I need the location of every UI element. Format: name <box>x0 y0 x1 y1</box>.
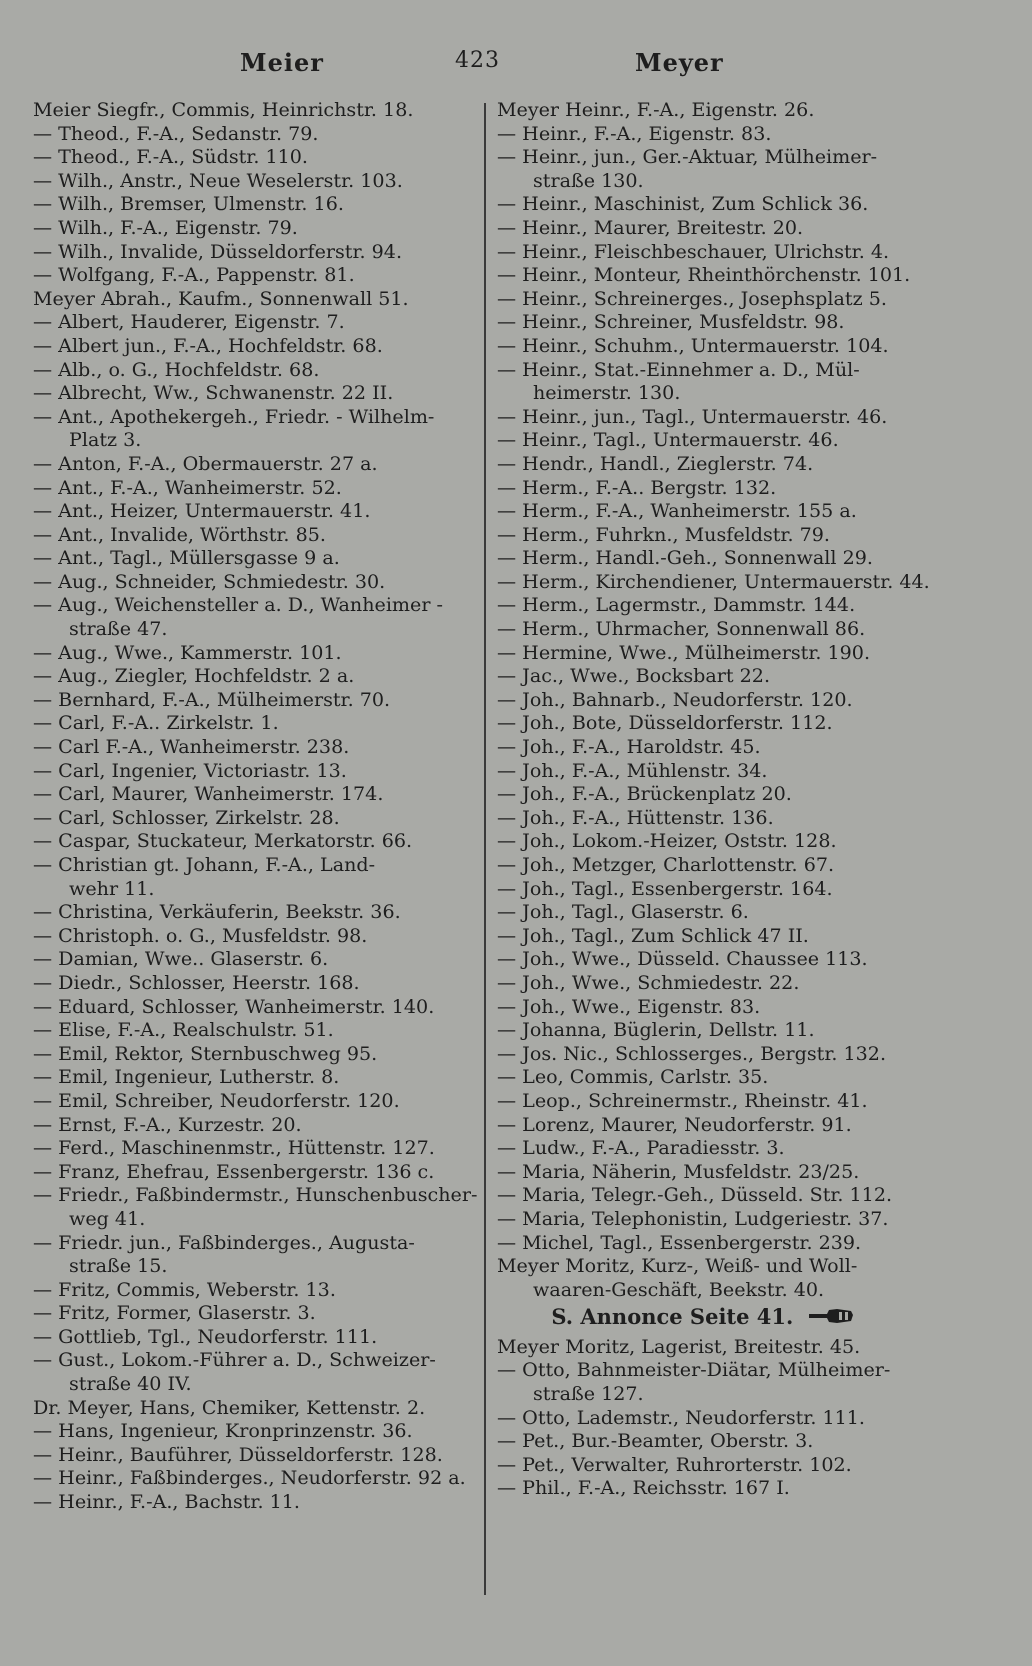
directory-entry: — Theod., F.-A., Südstr. 110. <box>33 145 308 169</box>
running-head-left: Meier <box>240 48 324 77</box>
directory-entry: — Bernhard, F.-A., Mülheimerstr. 70. <box>33 687 391 711</box>
directory-entry: — Aug., Wwe., Kammerstr. 101. <box>33 640 342 664</box>
entry-continuation: heimerstr. 130. <box>533 381 681 405</box>
directory-entry: — Aug., Weichensteller a. D., Wanheimer - <box>33 593 443 617</box>
directory-entry: — Ludw., F.-A., Paradiesstr. 3. <box>497 1136 785 1160</box>
directory-entry: — Herm., Uhrmacher, Sonnenwall 86. <box>497 617 866 641</box>
directory-entry: — Ernst, F.-A., Kurzestr. 20. <box>33 1112 302 1136</box>
directory-entry: Meyer Abrah., Kaufm., Sonnenwall 51. <box>33 286 409 310</box>
directory-entry: — Herm., Lagermstr., Dammstr. 144. <box>497 593 856 617</box>
entry-continuation: waaren-Geschäft, Beekstr. 40. <box>533 1277 825 1301</box>
directory-entry: — Carl F.-A., Wanheimerstr. 238. <box>33 735 350 759</box>
directory-entry: — Joh., Bote, Düsseldorferstr. 112. <box>497 711 833 735</box>
directory-entry: — Fritz, Former, Glaserstr. 3. <box>33 1301 316 1325</box>
directory-entry: — Phil., F.-A., Reichsstr. 167 I. <box>497 1476 790 1500</box>
directory-entry: — Leo, Commis, Carlstr. 35. <box>497 1065 769 1089</box>
directory-entry: Meier Siegfr., Commis, Heinrichstr. 18. <box>33 98 414 121</box>
directory-entry: — Eduard, Schlosser, Wanheimerstr. 140. <box>33 994 435 1018</box>
directory-entry: — Heinr., Bauführer, Düsseldorferstr. 128. <box>33 1442 443 1466</box>
right-column-entries <box>497 98 929 1301</box>
directory-entry: — Wilh., F.-A., Eigenstr. 79. <box>33 215 298 239</box>
directory-entry: — Maria, Näherin, Musfeldstr. 23/25. <box>497 1159 860 1183</box>
directory-entry: — Heinr., Maschinist, Zum Schlick 36. <box>497 192 869 216</box>
directory-entry: — Heinr., Monteur, Rheinthörchenstr. 101. <box>497 263 911 287</box>
directory-entry: — Emil, Ingenieur, Lutherstr. 8. <box>33 1065 340 1089</box>
directory-entry: — Carl, Schlosser, Zirkelstr. 28. <box>33 805 340 829</box>
directory-entry: — Wilh., Invalide, Düsseldorferstr. 94. <box>33 239 403 263</box>
directory-entry: — Hermine, Wwe., Mülheimerstr. 190. <box>497 640 871 664</box>
directory-entry: — Heinr., jun., Ger.-Aktuar, Mülheimer- <box>497 145 878 169</box>
directory-entry: — Franz, Ehefrau, Essenbergerstr. 136 c. <box>33 1159 435 1183</box>
entry-continuation: weg 41. <box>69 1206 146 1230</box>
directory-entry: — Joh., Tagl., Glaserstr. 6. <box>497 900 749 924</box>
directory-entry: Meyer Heinr., F.-A., Eigenstr. 26. <box>497 98 815 121</box>
directory-entry: — Ant., F.-A., Wanheimerstr. 52. <box>33 475 342 499</box>
directory-entry: — Ferd., Maschinenmstr., Hüttenstr. 127. <box>33 1136 435 1160</box>
directory-entry: — Wilh., Bremser, Ulmenstr. 16. <box>33 192 344 216</box>
directory-entry: — Heinr., Stat.-Einnehmer a. D., Mül- <box>497 357 860 381</box>
entry-continuation: wehr 11. <box>69 876 155 900</box>
right-column <box>497 98 929 1500</box>
directory-entry: Meyer Moritz, Kurz-, Weiß- und Woll- <box>497 1254 858 1278</box>
directory-entry: — Gust., Lokom.-Führer a. D., Schweizer- <box>33 1348 436 1372</box>
directory-entry: — Heinr., Tagl., Untermauerstr. 46. <box>497 428 839 452</box>
directory-entry: — Carl, Maurer, Wanheimerstr. 174. <box>33 782 384 806</box>
directory-entry: — Emil, Schreiber, Neudorferstr. 120. <box>33 1088 400 1112</box>
directory-entry: — Michel, Tagl., Essenbergerstr. 239. <box>497 1230 862 1254</box>
advert-reference <box>497 1301 929 1335</box>
directory-entry: — Albert, Hauderer, Eigenstr. 7. <box>33 310 345 334</box>
directory-entry: — Joh., Wwe., Düsseld. Chaussee 113. <box>497 947 868 971</box>
directory-entry: — Carl, Ingenier, Victoriastr. 13. <box>33 758 347 782</box>
column-divider <box>484 103 486 1595</box>
directory-entry: — Joh., Metzger, Charlottenstr. 67. <box>497 853 835 876</box>
directory-entry: — Wolfgang, F.-A., Pappenstr. 81. <box>33 263 355 287</box>
directory-entry: — Damian, Wwe.. Glaserstr. 6. <box>33 947 329 971</box>
directory-entry: — Joh., Tagl., Essenbergerstr. 164. <box>497 876 833 900</box>
running-head-right: Meyer <box>635 48 724 77</box>
directory-entry: — Lorenz, Maurer, Neudorferstr. 91. <box>497 1112 852 1136</box>
directory-entry: — Johanna, Büglerin, Dellstr. 11. <box>497 1018 815 1042</box>
directory-entry: — Emil, Rektor, Sternbuschweg 95. <box>33 1041 378 1065</box>
directory-entry: — Heinr., Faßbinderges., Neudorferstr. 92 a. <box>33 1466 466 1490</box>
directory-entry: — Ant., Invalide, Wörthstr. 85. <box>33 522 326 546</box>
directory-entry: — Joh., F.-A., Brückenplatz 20. <box>497 782 792 806</box>
directory-entry: — Jos. Nic., Schlosserges., Bergstr. 132. <box>497 1041 887 1065</box>
directory-entry: Meyer Moritz, Lagerist, Breitestr. 45. <box>497 1334 861 1358</box>
directory-entry: — Aug., Schneider, Schmiedestr. 30. <box>33 569 386 593</box>
left-column <box>33 98 478 1514</box>
directory-entry: — Elise, F.-A., Realschulstr. 51. <box>33 1018 334 1042</box>
directory-entry: — Otto, Bahnmeister-Diätar, Mülheimer- <box>497 1358 891 1382</box>
directory-entry: — Maria, Telegr.-Geh., Düsseld. Str. 112. <box>497 1183 893 1207</box>
directory-entry: — Joh., F.-A., Haroldstr. 45. <box>497 735 761 759</box>
directory-entry: — Herm., F.-A.. Bergstr. 132. <box>497 475 777 499</box>
directory-entry: — Heinr., F.-A., Bachstr. 11. <box>33 1490 300 1514</box>
directory-entry: — Pet., Bur.-Beamter, Oberstr. 3. <box>497 1429 814 1453</box>
directory-entry: — Otto, Lademstr., Neudorferstr. 111. <box>497 1405 865 1429</box>
directory-entry: — Hendr., Handl., Zieglerstr. 74. <box>497 451 814 475</box>
directory-entry: — Christina, Verkäuferin, Beekstr. 36. <box>33 900 401 924</box>
directory-entry: — Heinr., Schuhm., Untermauerstr. 104. <box>497 333 889 357</box>
directory-entry: — Christoph. o. G., Musfeldstr. 98. <box>33 923 368 947</box>
right-column-entries-after <box>497 1335 929 1500</box>
directory-entry: — Albert jun., F.-A., Hochfeldstr. 68. <box>33 333 383 357</box>
directory-entry: — Heinr., Maurer, Breitestr. 20. <box>497 215 804 239</box>
directory-entry: — Herm., F.-A., Wanheimerstr. 155 a. <box>497 499 857 523</box>
directory-entry: — Heinr., F.-A., Eigenstr. 83. <box>497 121 772 145</box>
directory-entry: — Herm., Fuhrkn., Musfeldstr. 79. <box>497 522 830 546</box>
directory-entry: — Heinr., Schreiner, Musfeldstr. 98. <box>497 310 845 334</box>
directory-entry: — Aug., Ziegler, Hochfeldstr. 2 a. <box>33 664 355 688</box>
page-number: 423 <box>455 48 500 73</box>
entry-continuation: straße 15. <box>69 1254 168 1278</box>
entry-continuation: straße 130. <box>533 168 644 192</box>
directory-entry: — Joh., F.-A., Mühlenstr. 34. <box>497 758 768 782</box>
directory-entry: — Ant., Heizer, Untermauerstr. 41. <box>33 499 371 523</box>
directory-entry: — Fritz, Commis, Weberstr. 13. <box>33 1277 336 1301</box>
directory-entry: — Ant., Apothekergeh., Friedr. - Wilhelm- <box>33 404 435 428</box>
directory-entry: — Heinr., Fleischbeschauer, Ulrichstr. 4. <box>497 239 890 263</box>
directory-entry: — Christian gt. Johann, F.-A., Land- <box>33 853 376 876</box>
entry-continuation: straße 127. <box>533 1381 644 1405</box>
directory-entry: — Joh., Wwe., Eigenstr. 83. <box>497 994 761 1018</box>
directory-entry: — Joh., Lokom.-Heizer, Oststr. 128. <box>497 829 837 853</box>
directory-entry: — Alb., o. G., Hochfeldstr. 68. <box>33 357 320 381</box>
pointing-hand-icon <box>807 1303 855 1335</box>
directory-entry: — Joh., Bahnarb., Neudorferstr. 120. <box>497 687 853 711</box>
directory-entry: — Heinr., jun., Tagl., Untermauerstr. 46. <box>497 404 888 428</box>
directory-entry: — Theod., F.-A., Sedanstr. 79. <box>33 121 319 145</box>
directory-entry: — Albrecht, Ww., Schwanenstr. 22 II. <box>33 381 394 405</box>
entry-continuation: Platz 3. <box>69 428 142 452</box>
directory-entry: — Hans, Ingenieur, Kronprinzenstr. 36. <box>33 1419 413 1443</box>
directory-entry: — Ant., Tagl., Müllersgasse 9 a. <box>33 546 340 570</box>
directory-entry: — Joh., F.-A., Hüttenstr. 136. <box>497 805 774 829</box>
directory-entry: — Carl, F.-A.. Zirkelstr. 1. <box>33 711 279 735</box>
directory-entry: Dr. Meyer, Hans, Chemiker, Kettenstr. 2. <box>33 1395 426 1419</box>
directory-entry: — Anton, F.-A., Obermauerstr. 27 a. <box>33 451 378 475</box>
directory-entry: — Diedr., Schlosser, Heerstr. 168. <box>33 970 360 994</box>
directory-entry: — Pet., Verwalter, Ruhrorterstr. 102. <box>497 1452 852 1476</box>
directory-entry: — Leop., Schreinermstr., Rheinstr. 41. <box>497 1088 868 1112</box>
directory-entry: — Herm., Handl.-Geh., Sonnenwall 29. <box>497 546 873 570</box>
directory-entry: — Caspar, Stuckateur, Merkatorstr. 66. <box>33 829 413 853</box>
advert-reference-text: S. Annonce Seite 41. <box>551 1304 794 1330</box>
directory-entry: — Maria, Telephonistin, Ludgeriestr. 37. <box>497 1206 889 1230</box>
directory-entry: — Joh., Tagl., Zum Schlick 47 II. <box>497 923 809 947</box>
directory-entry: — Wilh., Anstr., Neue Weselerstr. 103. <box>33 168 403 192</box>
directory-entry: — Joh., Wwe., Schmiedestr. 22. <box>497 970 800 994</box>
directory-entry: — Heinr., Schreinerges., Josephsplatz 5. <box>497 286 887 310</box>
directory-entry: — Gottlieb, Tgl., Neudorferstr. 111. <box>33 1324 378 1348</box>
directory-entry: — Jac., Wwe., Bocksbart 22. <box>497 664 771 688</box>
directory-entry: — Friedr. jun., Faßbinderges., Augusta- <box>33 1230 415 1254</box>
entry-continuation: straße 47. <box>69 617 168 641</box>
entry-continuation: straße 40 IV. <box>69 1372 192 1396</box>
directory-entry: — Herm., Kirchendiener, Untermauerstr. 44. <box>497 569 930 593</box>
directory-entry: — Friedr., Faßbindermstr., Hunschenbuscher- <box>33 1183 478 1207</box>
